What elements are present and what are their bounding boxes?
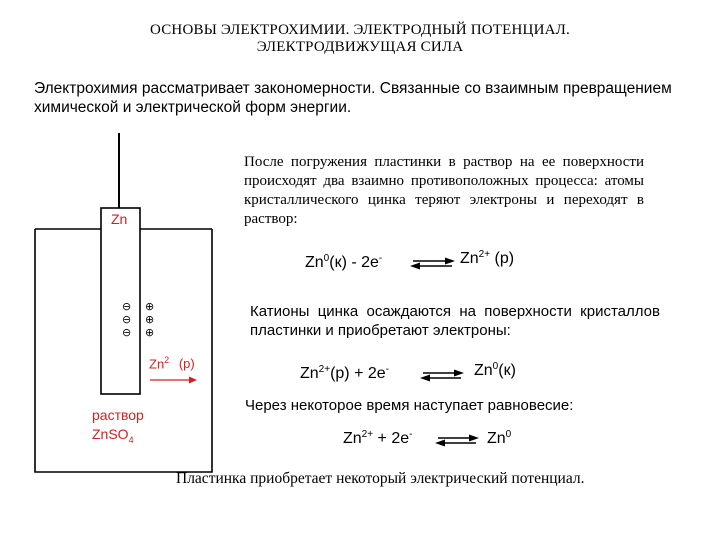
equation-2-right: Zn$^0$(к): [474, 361, 516, 379]
eq3-forward-head: [469, 435, 479, 442]
equation-1-left: Zn$^0$(к) - 2e-: [305, 253, 383, 271]
intro-paragraph: Электрохимия рассматривает закономерности. Связанные со взаимным превращением химической и электрической форм энергии.: [34, 80, 672, 116]
solution-formula: ZnSO$_4$: [92, 426, 134, 445]
ion-symbol: Zn: [149, 356, 165, 372]
plus-charge: ⊕: [145, 314, 155, 326]
equation-2-left: $Zn^{2+}(р) + 2e^-$: [300, 364, 390, 382]
positive-charges: [145, 301, 154, 340]
ion-arrow-head: [189, 377, 197, 384]
plus-charge: ⊕: [145, 327, 155, 339]
eq1-forward-head: [445, 258, 455, 265]
equation-3-left: $Zn^{2+} + 2e^-$: [343, 429, 413, 447]
title-line-1: ОСНОВЫ ЭЛЕКТРОХИМИИ. ЭЛЕКТРОДНЫЙ ПОТЕНЦИАЛ.: [150, 22, 570, 38]
ion-label: [149, 355, 195, 371]
paragraph-dissolution: После погружения пластинки в раствор на ее поверхности происходят два взаимно противоположных процесса: атомы кристаллического цинка теряют электроны и переходят в раствор:: [244, 154, 644, 227]
eq2-reverse-head: [420, 375, 430, 382]
zinc-plate: [101, 208, 140, 394]
eq2-forward-head: [454, 370, 464, 377]
ion-phase: (р): [178, 356, 195, 372]
eq1-reverse-head: [410, 263, 420, 270]
paragraph-equilibrium: Через некоторое время наступает равновесие:: [245, 397, 574, 414]
minus-charge: ⊖: [122, 327, 132, 339]
paragraph-deposition: Катионы цинка осаждаются на поверхности кристаллов пластинки и приобретают электроны:: [250, 303, 660, 339]
ion-charge: 2: [164, 355, 170, 365]
minus-charge: ⊖: [122, 301, 132, 313]
solution-word: раствор: [92, 407, 144, 423]
negative-charges: [122, 301, 131, 340]
title-line-2: ЭЛЕКТРОДВИЖУЩАЯ СИЛА: [256, 39, 464, 55]
minus-charge: ⊖: [122, 314, 132, 326]
eq3-reverse-head: [435, 440, 445, 447]
electrode-label: Zn: [111, 211, 128, 227]
equation-3-right: Zn$^0$: [487, 429, 512, 447]
plus-charge: ⊕: [145, 301, 155, 313]
solution-subscript: 4: [128, 434, 134, 445]
conclusion: Пластинка приобретает некоторый электрический потенциал.: [176, 470, 585, 487]
solution-label: [92, 406, 144, 450]
equation-1-right: $Zn^{2+}$ (р): [460, 249, 515, 267]
